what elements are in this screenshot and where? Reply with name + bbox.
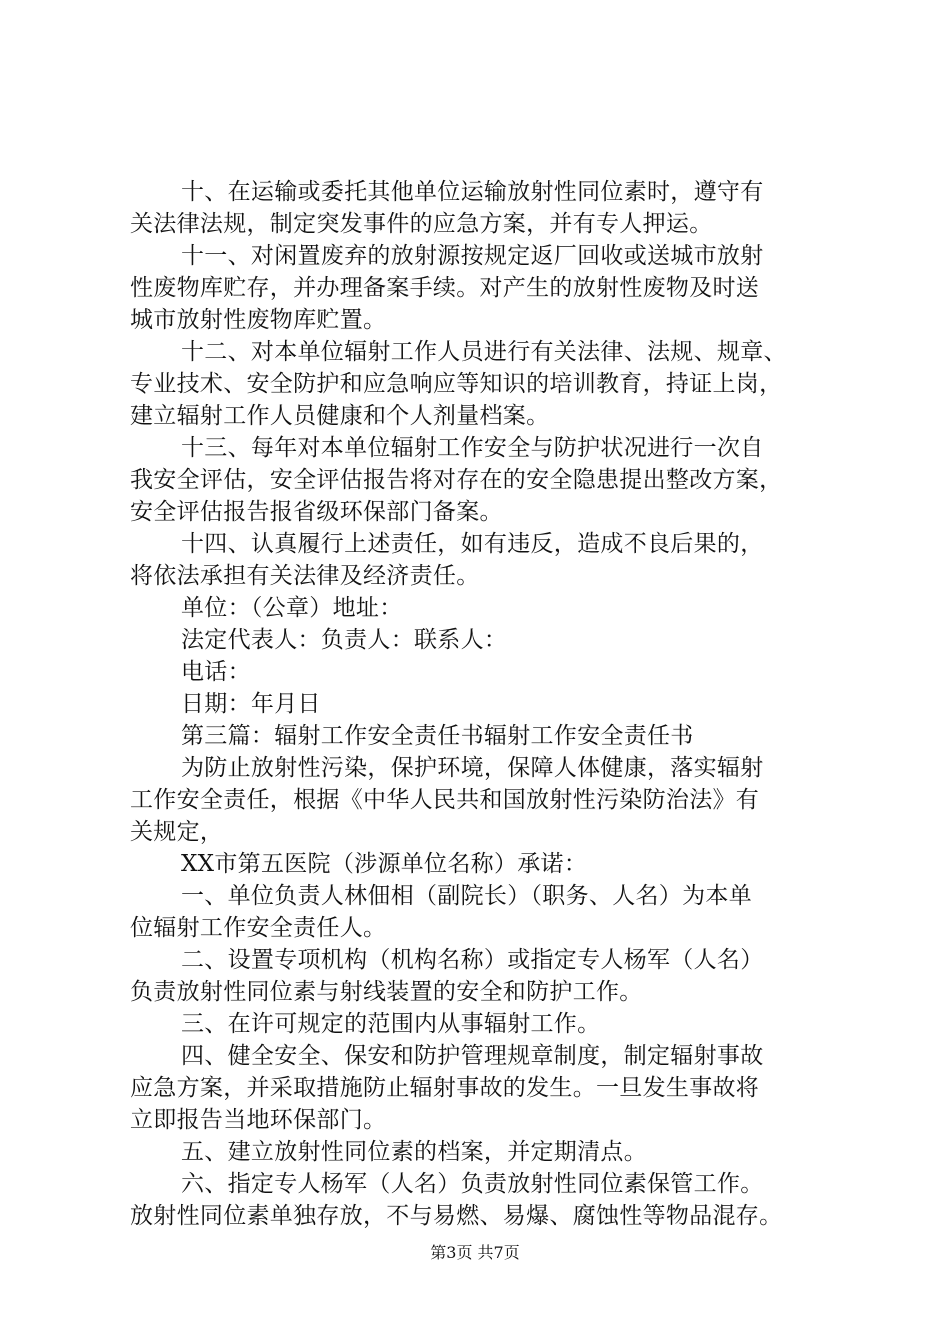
body-text-line: 城市放射性废物库贮置。 bbox=[130, 307, 387, 333]
body-text-line: 建立辐射工作人员健康和个人剂量档案。 bbox=[130, 403, 550, 429]
body-text-line: XX市第五医院（涉源单位名称）承诺： bbox=[181, 851, 588, 877]
body-text-line: 位辐射工作安全责任人。 bbox=[130, 915, 387, 941]
body-text-line: 四、健全安全、保安和防护管理规章制度，制定辐射事故 bbox=[181, 1043, 764, 1069]
body-text-line: 我安全评估，安全评估报告将对存在的安全隐患提出整改方案， bbox=[130, 467, 783, 493]
signature-field-representatives: 法定代表人：负责人：联系人： bbox=[181, 627, 508, 653]
body-text-line: 放射性同位素单独存放，不与易燃、易爆、腐蚀性等物品混存。 bbox=[130, 1203, 783, 1229]
body-text-line: 应急方案，并采取措施防止辐射事故的发生。一旦发生事故将 bbox=[130, 1075, 760, 1101]
body-text-line: 二、设置专项机构（机构名称）或指定专人杨军（人名） bbox=[181, 947, 764, 973]
body-text-line: 十三、每年对本单位辐射工作安全与防护状况进行一次自 bbox=[181, 435, 764, 461]
body-text-line: 安全评估报告报省级环保部门备案。 bbox=[130, 499, 503, 525]
body-text-line: 十四、认真履行上述责任，如有违反，造成不良后果的， bbox=[181, 531, 764, 557]
body-text-line: 三、在许可规定的范围内从事辐射工作。 bbox=[181, 1011, 601, 1037]
body-text-line: 立即报告当地环保部门。 bbox=[130, 1107, 387, 1133]
body-text-line: 五、建立放射性同位素的档案，并定期清点。 bbox=[181, 1139, 647, 1165]
body-text-line: 十二、对本单位辐射工作人员进行有关法律、法规、规章、 bbox=[181, 339, 787, 365]
body-text-line: 性废物库贮存，并办理备案手续。对产生的放射性废物及时送 bbox=[130, 275, 760, 301]
body-text-line: 将依法承担有关法律及经济责任。 bbox=[130, 563, 480, 589]
body-text-line: 十、在运输或委托其他单位运输放射性同位素时，遵守有 bbox=[181, 179, 764, 205]
body-text-line: 关规定， bbox=[130, 819, 224, 845]
body-text-line: 一、单位负责人林佃相（副院长）（职务、人名）为本单 bbox=[181, 883, 752, 909]
body-text-line: 十一、对闲置废弃的放射源按规定返厂回收或送城市放射 bbox=[181, 243, 764, 269]
signature-field-phone: 电话： bbox=[181, 659, 251, 685]
body-text-line: 为防止放射性污染，保护环境，保障人体健康，落实辐射 bbox=[181, 755, 764, 781]
body-text-line: 工作安全责任，根据《中华人民共和国放射性污染防治法》有 bbox=[130, 787, 760, 813]
body-text-line: 六、指定专人杨军（人名）负责放射性同位素保管工作。 bbox=[181, 1171, 764, 1197]
signature-field-unit: 单位：（公章）地址： bbox=[181, 595, 403, 621]
body-text-line: 负责放射性同位素与射线装置的安全和防护工作。 bbox=[130, 979, 643, 1005]
body-text-line: 专业技术、安全防护和应急响应等知识的培训教育，持证上岗， bbox=[130, 371, 783, 397]
signature-field-date: 日期：年月日 bbox=[181, 691, 321, 717]
body-text-line: 关法律法规，制定突发事件的应急方案，并有专人押运。 bbox=[130, 211, 713, 237]
page-footer: 第3页 共7页 bbox=[430, 1243, 520, 1262]
section-heading: 第三篇：辐射工作安全责任书辐射工作安全责任书 bbox=[181, 723, 694, 749]
